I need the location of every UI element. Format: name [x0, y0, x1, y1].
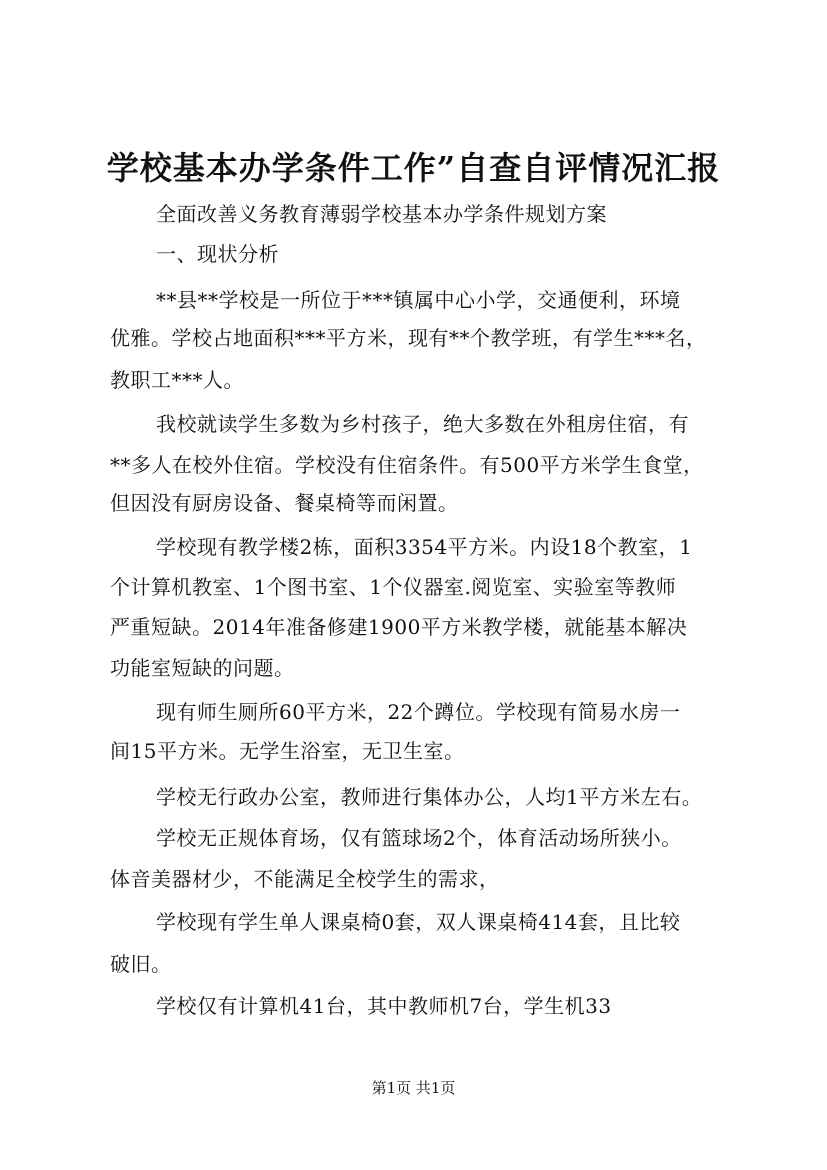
text-line: 优雅。学校占地面积***平方米，现有**个教学班，有学生***名，	[110, 326, 707, 350]
text-line: 功能室短缺的问题。	[110, 656, 295, 680]
text-line: 学校仅有计算机41台，其中教师机7台，学生机33	[156, 994, 612, 1018]
text-line: 但因没有厨房设备、餐桌椅等而闲置。	[110, 491, 459, 515]
text-line: **多人在校外住宿。学校没有住宿条件。有500平方米学生食堂，	[110, 453, 704, 477]
text-line: 严重短缺。2014年准备修建1900平方米教学楼，就能基本解决	[110, 615, 688, 639]
text-line: 破旧。	[110, 952, 172, 976]
text-line: 间15平方米。无学生浴室，无卫生室。	[110, 739, 465, 763]
document-title: 学校基本办学条件工作”自查自评情况汇报	[106, 149, 721, 187]
text-line: 学校现有教学楼2栋，面积3354平方米。内设18个教室，1	[156, 535, 693, 559]
text-line: 教职工***人。	[110, 368, 244, 392]
text-line: 体音美器材少，不能满足全校学生的需求，	[110, 867, 500, 891]
page-footer: 第1页 共1页	[371, 1079, 456, 1097]
text-line: 学校无行政办公室，教师进行集体办公，人均1平方米左右。	[156, 785, 703, 809]
section-heading: 一、现状分析	[156, 242, 279, 266]
text-line: 个计算机教室、1个图书室、1个仪器室.阅览室、实验室等教师	[110, 575, 677, 599]
text-line: 学校现有学生单人课桌椅0套，双人课桌椅414套，且比较	[156, 910, 681, 934]
text-line: 全面改善义务教育薄弱学校基本办学条件规划方案	[156, 202, 607, 226]
text-line: **县**学校是一所位于***镇属中心小学，交通便利，环境	[156, 288, 681, 312]
text-line: 我校就读学生多数为乡村孩子，绝大多数在外租房住宿，有	[156, 412, 689, 436]
text-line: 现有师生厕所60平方米，22个蹲位。学校现有简易水房一	[156, 700, 681, 724]
text-line: 学校无正规体育场，仅有篮球场2个，体育活动场所狭小。	[156, 826, 682, 850]
